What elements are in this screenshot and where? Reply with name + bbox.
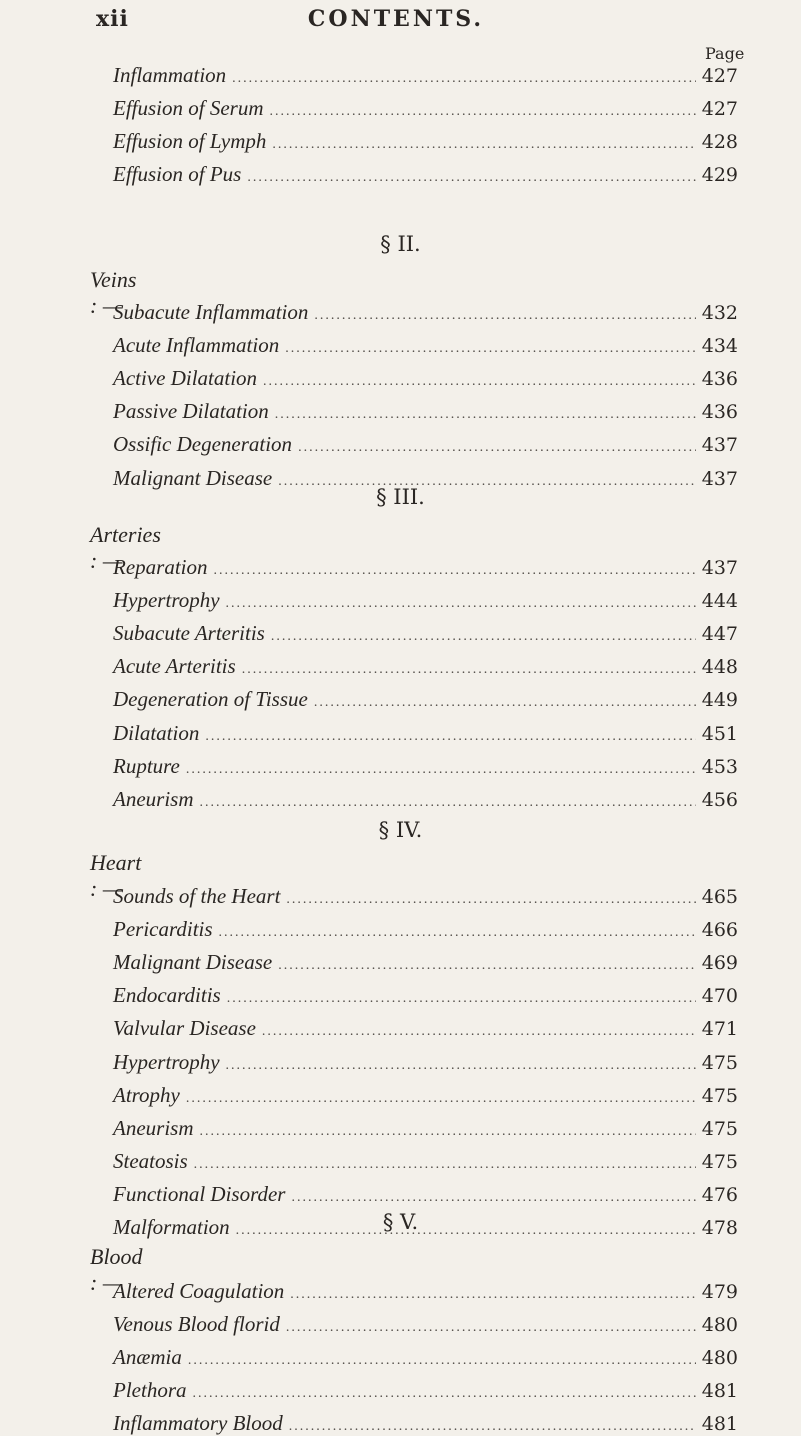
dot-leader — [186, 1091, 696, 1107]
dot-leader — [186, 762, 696, 778]
entry-title: Reparation — [113, 555, 208, 579]
entry-page-number: 481 — [701, 1380, 738, 1403]
entry-title: Aneurism — [113, 1115, 194, 1140]
contents-entry — [113, 1279, 738, 1301]
entry-page-number: 448 — [701, 656, 738, 679]
dot-leader — [314, 308, 695, 324]
entry-page-number: 471 — [701, 1018, 738, 1041]
entry-page-number: 436 — [701, 401, 738, 424]
contents-entry — [113, 333, 738, 358]
entry-title: Rupture — [113, 753, 180, 778]
entry-title: Malformation — [113, 1215, 230, 1239]
contents-entry — [113, 1345, 738, 1370]
dot-leader — [247, 170, 695, 186]
contents-entry — [113, 129, 738, 154]
entry-page-number: 480 — [701, 1347, 738, 1370]
dot-leader — [290, 1287, 695, 1303]
entry-title: Effusion of Serum — [113, 96, 264, 121]
contents-entry — [113, 555, 738, 577]
contents-entry — [113, 1182, 738, 1204]
entry-title: Venous Blood florid — [113, 1312, 280, 1337]
contents-entry — [113, 96, 738, 121]
folio-number: xii — [96, 6, 129, 32]
entry-page-number: 432 — [701, 302, 738, 324]
section-mark: § II. — [380, 232, 421, 256]
entry-title: Subacute Arteritis — [113, 621, 265, 646]
entry-title: Sounds of the Heart — [113, 884, 281, 908]
entry-page-number: 447 — [701, 623, 738, 646]
contents-entry — [113, 621, 738, 646]
page-column-label: Page — [705, 44, 745, 63]
dot-leader — [262, 1024, 696, 1040]
entry-title: Subacute Inflammation — [113, 300, 309, 324]
dot-leader — [285, 341, 696, 357]
group-heading: Heart : — — [90, 850, 142, 901]
dot-leader — [275, 407, 696, 423]
contents-entry — [113, 366, 738, 391]
entry-title: Pericarditis — [113, 917, 213, 942]
group-heading: Arteries : — — [90, 522, 161, 573]
entry-title: Atrophy — [113, 1082, 180, 1107]
entry-title: Valvular Disease — [113, 1016, 256, 1041]
contents-entry — [113, 588, 738, 613]
contents-entry — [113, 721, 738, 743]
contents-entry — [113, 917, 738, 942]
dot-leader — [270, 104, 696, 120]
entry-title: Acute Inflammation — [113, 333, 280, 358]
entry-page-number: 451 — [701, 722, 738, 745]
entry-title: Acute Arteritis — [113, 654, 236, 679]
entry-page-number: 478 — [701, 1217, 738, 1239]
entry-title: Degeneration of Tissue — [113, 687, 308, 712]
entry-page-number: 476 — [701, 1183, 738, 1206]
contents-entry — [113, 884, 738, 906]
dot-leader — [188, 1353, 696, 1369]
entry-title: Altered Coagulation — [113, 1279, 285, 1303]
dot-leader — [232, 71, 696, 87]
entry-page-number: 479 — [701, 1281, 738, 1303]
entry-title: Functional Disorder — [113, 1181, 286, 1206]
contents-entry — [113, 1312, 738, 1337]
entry-title: Dilatation — [113, 720, 200, 745]
entry-title: Active Dilatation — [113, 366, 258, 391]
entry-page-number: 475 — [701, 1051, 738, 1074]
dot-leader — [286, 892, 695, 908]
entry-title: Hypertrophy — [113, 588, 220, 613]
dot-leader — [298, 440, 696, 456]
dot-leader — [205, 729, 695, 745]
dot-leader — [272, 137, 695, 153]
contents-entry — [113, 687, 738, 712]
entry-page-number: 456 — [701, 788, 738, 811]
entry-page-number: 475 — [701, 1117, 738, 1140]
entry-title: Endocarditis — [113, 983, 221, 1008]
dot-leader — [214, 563, 696, 579]
entry-title: Inflammatory Blood — [113, 1411, 283, 1436]
group-heading: Blood : — — [90, 1244, 143, 1295]
entry-page-number: 427 — [701, 65, 738, 87]
dot-leader — [242, 662, 696, 678]
dot-leader — [200, 1124, 696, 1140]
contents-entry — [113, 950, 738, 975]
dot-leader — [219, 925, 696, 941]
entry-page-number: 481 — [701, 1413, 738, 1436]
entry-page-number: 428 — [701, 131, 738, 154]
entry-page-number: 436 — [701, 368, 738, 391]
entry-page-number: 469 — [701, 952, 738, 975]
entry-page-number: 449 — [701, 689, 738, 712]
section-mark: § III. — [376, 485, 425, 509]
entry-page-number: 427 — [701, 98, 738, 121]
contents-entry — [113, 1378, 738, 1403]
dot-leader — [314, 695, 696, 711]
entry-page-number: 437 — [701, 434, 738, 457]
entry-title: Steatosis — [113, 1148, 188, 1173]
dot-leader — [291, 1190, 695, 1206]
entry-title: Passive Dilatation — [113, 399, 269, 424]
dot-leader — [289, 1419, 696, 1435]
dot-leader — [286, 1320, 696, 1336]
entry-page-number: 475 — [701, 1084, 738, 1107]
contents-entry — [113, 432, 738, 457]
entry-page-number: 480 — [701, 1314, 738, 1337]
contents-entry — [113, 1016, 738, 1041]
entry-page-number: 444 — [701, 590, 738, 613]
running-title: CONTENTS. — [307, 6, 485, 32]
dot-leader — [271, 629, 696, 645]
entry-title: Effusion of Lymph — [113, 129, 267, 154]
page-header — [96, 6, 696, 34]
entry-page-number: 437 — [701, 467, 738, 490]
entry-page-number: 475 — [701, 1150, 738, 1173]
entry-title: Malignant Disease — [113, 950, 273, 975]
entry-title: Plethora — [113, 1378, 187, 1403]
entry-title: Effusion of Pus — [113, 162, 242, 187]
entry-title: Inflammation — [113, 63, 227, 87]
contents-entry — [113, 399, 738, 424]
entry-page-number: 429 — [701, 164, 738, 187]
dot-leader — [263, 374, 696, 390]
contents-entry — [113, 1050, 738, 1072]
dot-leader — [278, 958, 696, 974]
contents-entry — [113, 1149, 738, 1171]
section-mark: § IV. — [378, 818, 423, 842]
section-mark: § V. — [382, 1210, 419, 1234]
contents-entry — [113, 162, 738, 187]
entry-page-number: 437 — [701, 557, 738, 579]
contents-entry — [113, 654, 738, 679]
dot-leader — [226, 596, 696, 612]
entry-title: Aneurism — [113, 786, 194, 811]
entry-page-number: 465 — [701, 886, 738, 908]
contents-entry — [113, 983, 738, 1008]
dot-leader — [200, 795, 696, 811]
entry-page-number: 470 — [701, 985, 738, 1008]
entry-title: Ossific Degeneration — [113, 432, 293, 457]
entry-title: Hypertrophy — [113, 1049, 220, 1074]
entry-page-number: 434 — [701, 335, 738, 358]
contents-entry — [113, 63, 738, 85]
contents-entry — [113, 754, 738, 776]
contents-entry — [113, 300, 738, 322]
entry-page-number: 453 — [701, 755, 738, 778]
entry-title: Malignant Disease — [113, 465, 273, 490]
contents-entry — [113, 1116, 738, 1138]
dot-leader — [226, 1058, 696, 1074]
entry-page-number: 466 — [701, 919, 738, 942]
dot-leader — [227, 991, 696, 1007]
dot-leader — [193, 1386, 696, 1402]
group-heading: Veins : — — [90, 267, 137, 318]
dot-leader — [194, 1157, 696, 1173]
entry-title: Anæmia — [113, 1345, 182, 1370]
contents-entry — [113, 787, 738, 809]
contents-entry — [113, 1411, 738, 1436]
contents-entry — [113, 1083, 738, 1105]
